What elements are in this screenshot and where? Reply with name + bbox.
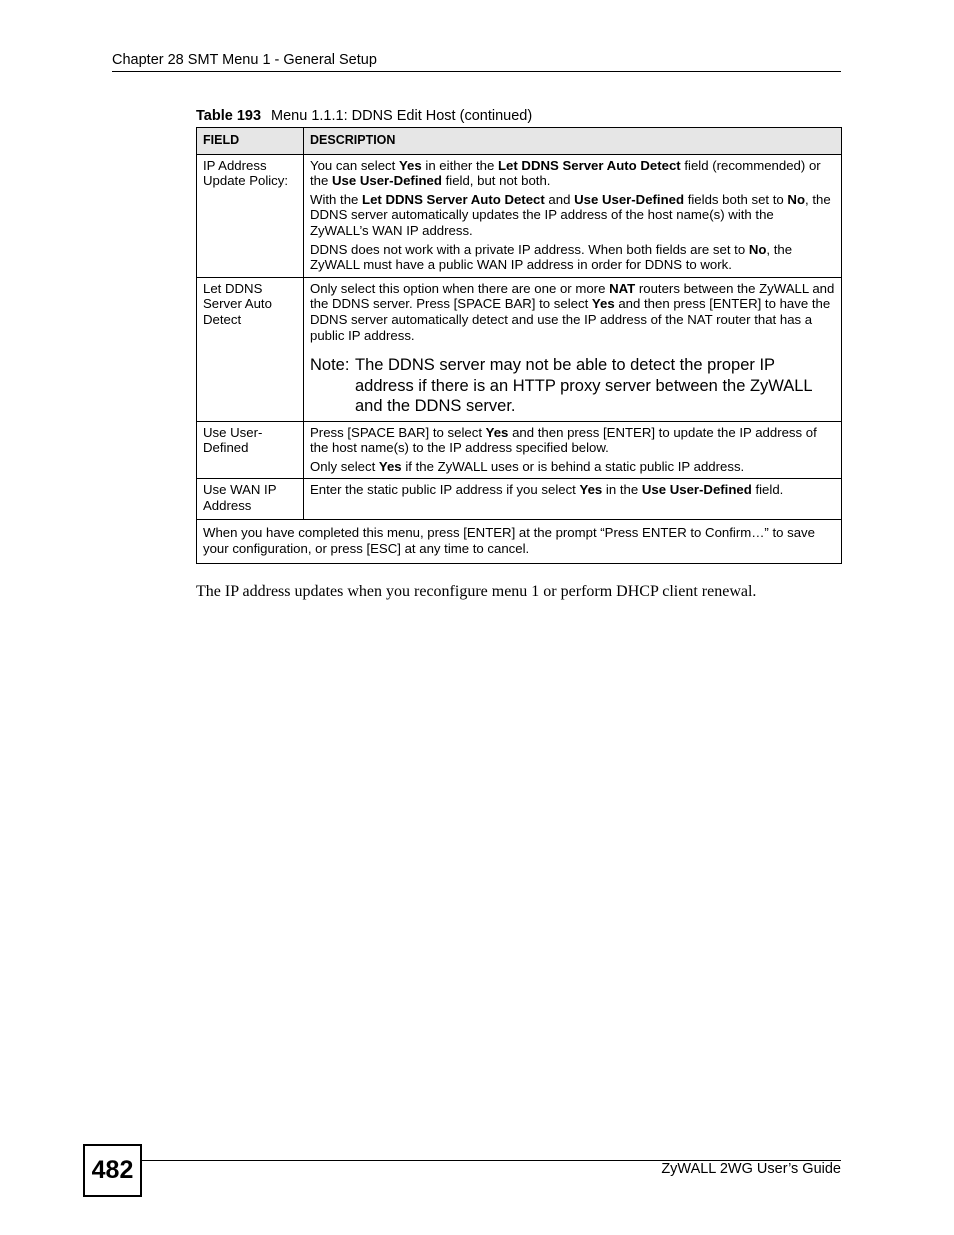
- body-paragraph: The IP address updates when you reconfigure menu 1 or perform DHCP client renewal.: [196, 583, 757, 600]
- description-paragraph: With the Let DDNS Server Auto Detect and Use User-Defined fields both set to No, the DDNS server automatically updates the IP address of the host name(s) with the ZyWALL’s WAN IP address.: [310, 191, 831, 238]
- table-header-row: [197, 128, 842, 155]
- description-paragraph: Press [SPACE BAR] to select Yes and then press [ENTER] to update the IP address of the host name(s) to the IP address specified below.: [310, 424, 817, 456]
- description-paragraph: You can select Yes in either the Let DDNS Server Auto Detect field (recommended) or the Use User-Defined field, but not both.: [310, 157, 821, 189]
- field-let-ddns-server-auto-detect: Let DDNS Server Auto Detect: [197, 277, 304, 421]
- col-header-field: FIELD: [197, 128, 304, 155]
- field-ip-address-update-policy: IP Address Update Policy:: [197, 154, 304, 277]
- ddns-edit-host-table: [196, 127, 842, 564]
- col-header-description: DESCRIPTION: [304, 128, 842, 155]
- note-block: [310, 355, 835, 417]
- field-use-wan-ip-address: Use WAN IP Address: [197, 479, 304, 520]
- description-paragraph: Only select this option when there are one or more NAT routers between the ZyWALL and the DDNS server. Press [SPACE BAR] to select Yes and then press [ENTER] to have the DDNS server automatically detect and use the IP address of the NAT router that has a public IP address.: [310, 280, 835, 343]
- table-row: [197, 154, 842, 277]
- table-footer-row: [197, 520, 842, 563]
- description-cell: [304, 277, 842, 421]
- field-use-user-defined: Use User-Defined: [197, 421, 304, 479]
- table-row: [197, 277, 842, 421]
- table-caption: [196, 108, 532, 124]
- table-caption-title: Menu 1.1.1: DDNS Edit Host (continued): [271, 108, 533, 124]
- table-footer-note: When you have completed this menu, press [ENTER] at the prompt “Press ENTER to Confirm…” to save your configuration, or press [ESC] at any time to cancel.: [197, 520, 842, 563]
- page-number: 482: [83, 1144, 142, 1197]
- chapter-header: Chapter 28 SMT Menu 1 - General Setup: [112, 52, 377, 68]
- description-cell: [304, 479, 842, 520]
- description-paragraph: DDNS does not work with a private IP address. When both fields are set to No, the ZyWALL must have a public WAN IP address in order for DDNS to work.: [310, 241, 793, 273]
- description-paragraph: Enter the static public IP address if you select Yes in the Use User-Defined field.: [310, 482, 784, 498]
- header-rule: [112, 71, 841, 72]
- note-label: Note:: [310, 356, 350, 375]
- guide-title: ZyWALL 2WG User’s Guide: [661, 1161, 841, 1177]
- description-paragraph: Only select Yes if the ZyWALL uses or is behind a static public IP address.: [310, 458, 745, 474]
- note-text: The DDNS server may not be able to detect the proper IP address if there is an HTTP proxy server between the ZyWALL and the DDNS server.: [355, 356, 812, 416]
- table-row: [197, 479, 842, 520]
- description-cell: [304, 421, 842, 479]
- table-caption-label: Table 193: [196, 108, 262, 124]
- table-row: [197, 421, 842, 479]
- description-cell: [304, 154, 842, 277]
